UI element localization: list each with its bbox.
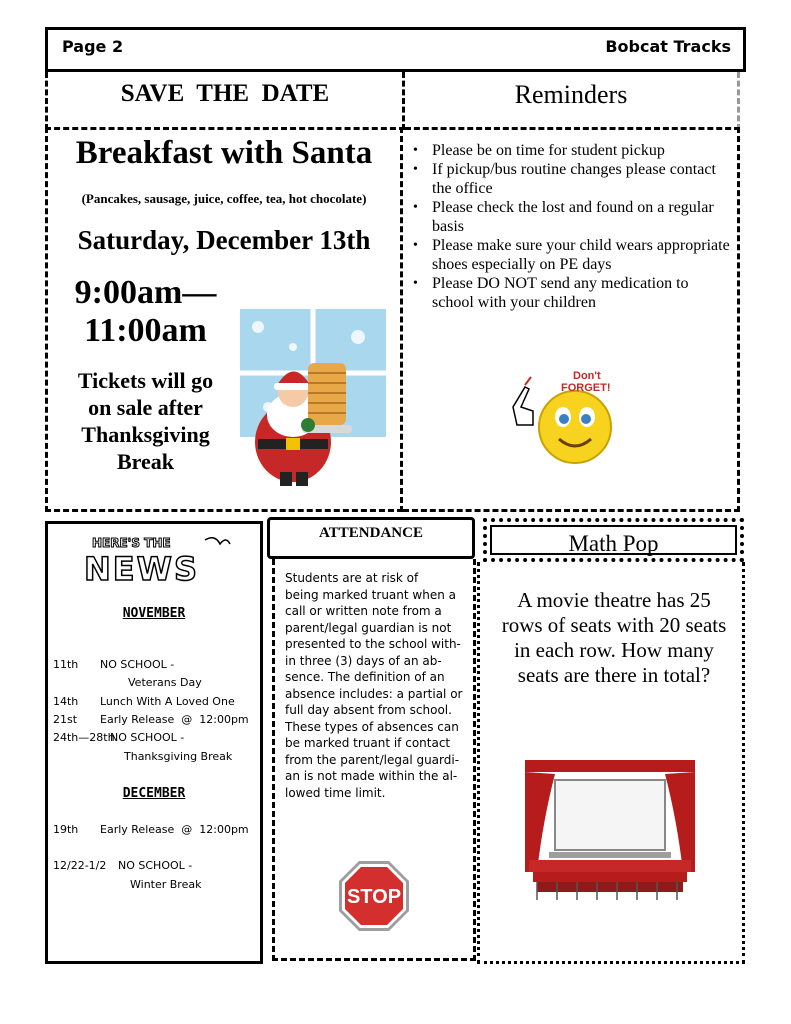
save-the-date-heading-box — [45, 72, 405, 130]
text-line: parent/legal guardian is not — [285, 620, 452, 635]
event-date: 21st — [53, 713, 78, 726]
event-text: NO SCHOOL - — [100, 658, 175, 671]
list-item: • Please be on time for student pickup — [413, 141, 733, 160]
math-pop-heading-inner — [490, 525, 737, 555]
reminders-list — [413, 141, 733, 312]
ticket-note — [53, 367, 238, 475]
event-time — [58, 274, 233, 350]
text-line: from the parent/legal guardi- — [285, 752, 460, 767]
list-item: • If pickup/bus routine changes please contact the office — [413, 160, 733, 198]
event-date: 11th — [53, 658, 79, 671]
news-logo-main: NEWS — [84, 550, 199, 585]
event-time-end: 11:00am — [84, 312, 207, 349]
publication-name: Bobcat Tracks — [605, 37, 731, 56]
news-logo-top: HERE'S THE — [92, 536, 171, 550]
question-line: A movie theatre has 25 — [517, 588, 711, 612]
event-text: Early Release @ 12:00pm — [100, 823, 249, 836]
event-date: 19th — [53, 823, 79, 836]
attendance-panel — [272, 559, 476, 961]
attendance-text — [285, 570, 467, 801]
movie-theatre-illustration — [525, 760, 695, 902]
dont-forget-smiley-icon — [503, 367, 618, 467]
november-heading: NOVEMBER — [122, 606, 186, 621]
event-text: NO SCHOOL - — [118, 859, 193, 872]
event-subtext: Winter Break — [130, 878, 202, 891]
list-item: • Please make sure your child wears appropriate shoes especially on PE days — [413, 236, 733, 274]
save-the-date-heading: SAVE THE DATE — [120, 80, 330, 107]
text-line: full day absent from school. — [285, 703, 452, 717]
text-line: lowed time limit. — [285, 785, 386, 800]
text-line: These types of absences can — [285, 719, 459, 734]
math-pop-panel — [477, 562, 745, 964]
stop-label: STOP — [346, 886, 402, 908]
santa-pancakes-illustration — [238, 307, 388, 489]
question-line: in each row. How many — [514, 638, 714, 662]
text-line: presented to the school with- — [285, 637, 461, 651]
december-heading: DECEMBER — [122, 786, 186, 801]
event-date: Saturday, December 13th — [77, 225, 371, 255]
math-pop-heading: Math Pop — [568, 531, 659, 556]
ticket-note-line: on sale after — [88, 395, 203, 420]
text-line: in three (3) days of an ab- — [285, 653, 442, 668]
dont-forget-text-2: FORGET! — [561, 382, 611, 394]
event-date: 14th — [53, 695, 79, 708]
ticket-note-line: Thanksgiving — [81, 422, 210, 447]
text-line: absence includes: a partial or — [285, 686, 463, 701]
news-panel — [45, 521, 263, 964]
text-line: an is not made within the al- — [285, 769, 458, 783]
reminders-heading: Reminders — [514, 80, 628, 109]
event-title: Breakfast with Santa — [75, 135, 373, 171]
list-item: • Please check the lost and found on a regular basis — [413, 198, 733, 236]
question-line: rows of seats with 20 seats — [501, 613, 727, 637]
ticket-note-line: Break — [116, 449, 175, 474]
event-time-start: 9:00am— — [74, 274, 217, 311]
breakfast-with-santa-panel — [45, 127, 403, 512]
event-text: Lunch With A Loved One — [100, 695, 235, 708]
text-line: call or written note from a — [285, 604, 442, 618]
event-menu: (Pancakes, sausage, juice, coffee, tea, hot chocolate) — [81, 191, 367, 206]
event-subtext: Veterans Day — [128, 676, 202, 689]
list-item: • Please DO NOT send any medication to school with your children — [413, 274, 733, 312]
reminders-panel — [403, 127, 740, 512]
question-line: seats are there in total? — [517, 663, 711, 687]
text-line: Students are at risk of — [285, 571, 419, 585]
math-question — [485, 588, 743, 688]
math-pop-heading-box — [483, 518, 744, 562]
news-logo — [80, 530, 235, 585]
text-line: sence. The definition of an — [285, 670, 445, 684]
ticket-note-line: Tickets will go — [77, 368, 214, 393]
text-line: be marked truant if contact — [285, 736, 451, 750]
dont-forget-text-1: Don't — [573, 370, 601, 382]
event-date: 24th—28th — [53, 731, 115, 744]
page-header — [45, 27, 746, 72]
event-text: NO SCHOOL - — [110, 731, 185, 744]
page-number: Page 2 — [62, 37, 124, 56]
event-subtext: Thanksgiving Break — [124, 750, 233, 763]
event-text: Early Release @ 12:00pm — [100, 713, 249, 726]
event-date: 12/22-1/2 — [53, 859, 107, 872]
attendance-heading: ATTENDANCE — [319, 525, 423, 541]
reminders-heading-box — [405, 72, 740, 130]
stop-sign-icon — [337, 859, 411, 933]
text-line: being marked truant when a — [285, 587, 456, 602]
attendance-heading-box — [267, 517, 475, 559]
